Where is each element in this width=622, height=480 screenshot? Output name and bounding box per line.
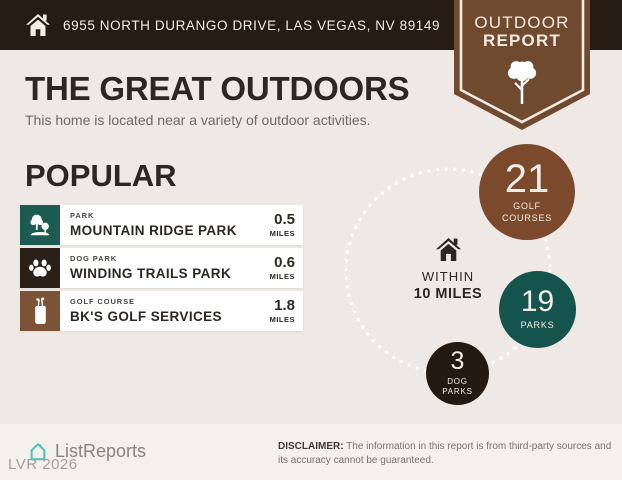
poi-distance: 0.6 [274, 254, 295, 271]
page-subtitle: This home is located near a variety of outdoor activities. [25, 112, 371, 128]
listreports-brand-name: ListReports [55, 441, 147, 461]
home-icon [26, 14, 50, 36]
poi-name: BK'S GOLF SERVICES [70, 309, 222, 324]
badge-title-line1: OUTDOOR [474, 13, 570, 32]
house-icon [436, 238, 461, 261]
stat-bubble-golf-courses [479, 144, 575, 240]
poi-distance: 0.5 [274, 211, 295, 228]
poi-row-golf-course [20, 291, 303, 331]
page-title: THE GREAT OUTDOORS [25, 70, 410, 107]
stat-bubble-dog-parks [426, 342, 489, 405]
stat-label: DOG PARKS [442, 376, 473, 396]
poi-row-park [20, 205, 303, 245]
stat-label: GOLF COURSES [501, 201, 553, 223]
stat-value: 19 [520, 285, 555, 319]
poi-category: PARK [70, 211, 95, 220]
park-icon [20, 205, 60, 245]
badge-title-line2: REPORT [482, 31, 562, 50]
paw-icon [20, 248, 60, 288]
poi-distance-unit: MILES [269, 229, 295, 238]
outdoor-report-badge [454, 0, 590, 134]
radius-center-label [398, 238, 498, 302]
radius-distance-label: 10 MILES [413, 286, 483, 302]
stat-value: 21 [504, 157, 550, 202]
lvr-watermark: LVR 2026 [8, 456, 78, 473]
poi-name: WINDING TRAILS PARK [70, 266, 232, 281]
stat-value: 3 [450, 347, 465, 376]
poi-name: MOUNTAIN RIDGE PARK [70, 223, 237, 238]
poi-row-dog-park [20, 248, 303, 288]
poi-distance-unit: MILES [269, 315, 295, 324]
footer [0, 424, 622, 480]
poi-distance-unit: MILES [269, 272, 295, 281]
poi-category: DOG PARK [70, 254, 118, 263]
golf-bag-icon [20, 291, 60, 331]
poi-category: GOLF COURSE [70, 297, 135, 306]
popular-heading: POPULAR [25, 158, 177, 193]
stat-bubble-parks [499, 271, 576, 348]
address-text: 6955 NORTH DURANGO DRIVE, LAS VEGAS, NV 89149 [63, 17, 441, 33]
popular-list [20, 205, 303, 334]
disclaimer-text: DISCLAIMER: The information in this report is from third-party sources and its accuracy cannot be guaranteed. [278, 441, 612, 466]
disclaimer-label: DISCLAIMER: [278, 441, 344, 452]
tree-icon [502, 58, 542, 108]
poi-distance: 1.8 [274, 297, 295, 314]
stat-label: PARKS [520, 319, 555, 330]
radius-within-label: WITHIN [421, 269, 475, 284]
